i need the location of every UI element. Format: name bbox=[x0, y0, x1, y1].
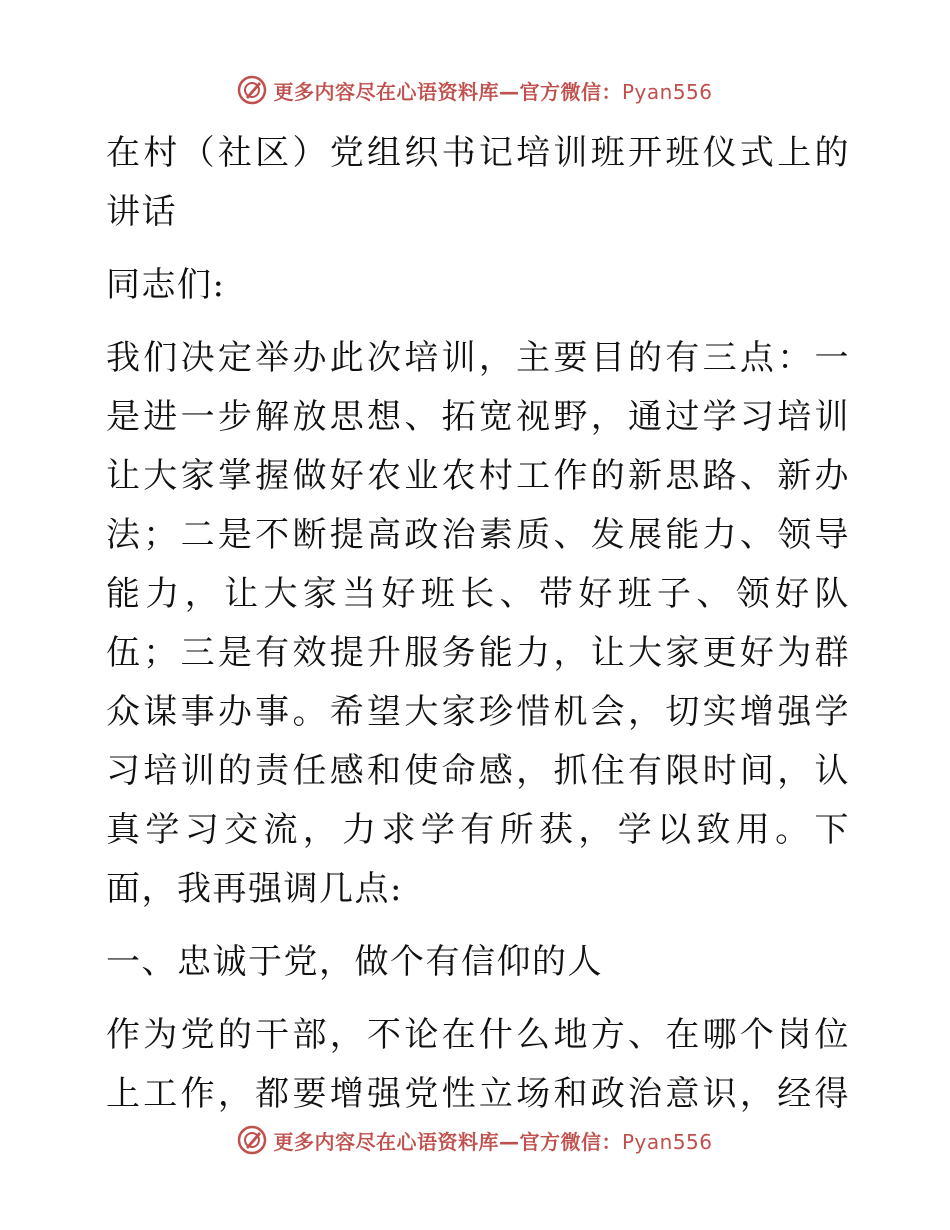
pen-logo-icon bbox=[237, 75, 267, 105]
pen-logo-icon bbox=[237, 1125, 267, 1155]
header-watermark bbox=[0, 70, 950, 110]
paragraph-section-1: 作为党的干部，不论在什么地方、在哪个岗位上工作，都要增强党性立场和政治意识，经得 bbox=[106, 1015, 850, 1114]
section-heading-1: 一、忠诚于党，做个有信仰的人 bbox=[106, 942, 603, 982]
document-body bbox=[98, 124, 850, 1114]
watermark-text: 更多内容尽在心语资料库—官方微信：Pyan556 bbox=[273, 79, 713, 104]
watermark-text: 更多内容尽在心语资料库—官方微信：Pyan556 bbox=[273, 1129, 713, 1154]
footer-watermark bbox=[0, 1120, 950, 1160]
document-title: 在村（社区）党组织书记培训班开班仪式上的讲话 bbox=[106, 133, 850, 232]
paragraph-intro: 我们决定举办此次培训，主要目的有三点：一是进一步解放思想、拓宽视野，通过学习培训让大家掌握做好农业农村工作的新思路、新办法；二是不断提高政治素质、发展能力、领导能力，让大家当好班长、带好班子、领好队伍；三是有效提升服务能力，让大家更好为群众谋事办事。希望大家珍惜机会，切实增强学习培训的责任感和使命感，抓住有限时间，认真学习交流，力求学有所获，学以致用。下面，我再强调几点: bbox=[106, 338, 850, 909]
greeting: 同志们: bbox=[106, 265, 226, 305]
